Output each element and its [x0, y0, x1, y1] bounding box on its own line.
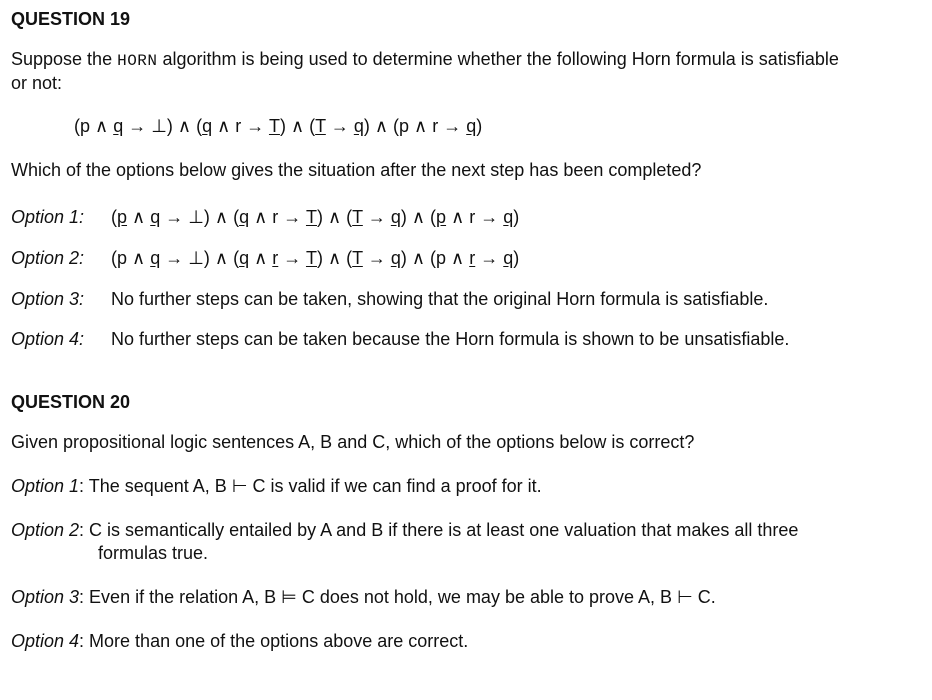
formula-marked-atom: q	[150, 207, 161, 227]
horn-algorithm-name: HORN	[117, 52, 158, 70]
formula-text: (	[346, 248, 353, 268]
formula-marked-atom: q	[390, 207, 401, 227]
formula-marked-atom: p	[117, 207, 128, 227]
q20-option-3-label: Option 3	[11, 587, 80, 607]
formula-marked-atom: q	[113, 116, 124, 136]
formula-text: )	[400, 207, 407, 227]
formula-text: )	[400, 248, 407, 268]
formula-text: →	[325, 116, 354, 136]
q20-option-4[interactable]	[11, 631, 468, 652]
formula-conjunction: ∧	[406, 207, 431, 227]
formula-marked-atom: T	[268, 116, 280, 136]
formula-marked-atom: q	[466, 116, 477, 136]
formula-text: →	[278, 248, 306, 268]
formula-text: (	[111, 207, 117, 227]
formula-conjunction: ∧	[406, 248, 431, 268]
formula-text: (	[233, 207, 240, 227]
formula-marked-atom: q	[503, 207, 514, 227]
formula-marked-atom: p	[436, 207, 447, 227]
q19-option-1-label[interactable]: Option 1:	[11, 207, 85, 227]
q19-option-2-label[interactable]: Option 2:	[11, 248, 85, 268]
intro-text-post: algorithm is being used to determine whether the following Horn formula is satisfiable	[157, 49, 839, 69]
formula-text: (p ∧	[430, 248, 470, 268]
q20-option-2-text-line2[interactable]: formulas true.	[98, 543, 209, 563]
formula-text: (p ∧	[74, 116, 114, 136]
formula-marked-atom: T	[352, 207, 363, 227]
q19-option-1-formula[interactable]	[111, 207, 519, 228]
formula-conjunction: ∧	[172, 116, 197, 136]
question-19-heading: QUESTION 19	[11, 9, 131, 29]
formula-marked-atom: q	[503, 248, 514, 268]
intro-text-pre: Suppose the	[11, 49, 118, 69]
formula-text: ∧ r →	[212, 116, 269, 136]
horn-formula	[74, 116, 482, 137]
q20-option-1[interactable]	[11, 476, 542, 497]
formula-text: )	[476, 116, 483, 136]
formula-text: → ⊥)	[123, 116, 173, 136]
q20-option-3-text: : Even if the relation A, B ⊨ C does not hold, we may be able to prove A, B ⊢ C.	[79, 587, 716, 607]
q19-option-4-text[interactable]: No further steps can be taken because the Horn formula is shown to be unsatisfiable.	[111, 329, 790, 349]
q20-option-2-label: Option 2	[11, 520, 80, 540]
formula-text: (	[309, 116, 316, 136]
formula-text: (	[196, 116, 203, 136]
formula-conjunction: ∧	[209, 248, 234, 268]
formula-text: )	[316, 248, 323, 268]
formula-conjunction: ∧	[285, 116, 310, 136]
formula-marked-atom: q	[239, 207, 250, 227]
formula-text: )	[316, 207, 323, 227]
formula-text: )	[513, 248, 520, 268]
formula-marked-atom: T	[305, 207, 317, 227]
q20-option-4-label: Option 4	[11, 631, 80, 651]
formula-marked-atom: q	[390, 248, 401, 268]
formula-marked-atom: T	[315, 116, 326, 136]
question-19-intro	[11, 49, 839, 70]
question-20-heading: QUESTION 20	[11, 392, 131, 412]
q19-option-3-label[interactable]: Option 3:	[11, 289, 85, 309]
formula-conjunction: ∧	[322, 207, 347, 227]
formula-marked-atom: q	[150, 248, 161, 268]
formula-marked-atom: q	[353, 116, 364, 136]
formula-conjunction: ∧	[209, 207, 234, 227]
question-19-intro-line2: or not:	[11, 73, 63, 93]
question-19-prompt: Which of the options below gives the situation after the next step has been completed?	[11, 160, 702, 180]
formula-text: → ⊥)	[160, 207, 210, 227]
question-20-prompt: Given propositional logic sentences A, B and C, which of the options below is correct?	[11, 432, 695, 452]
formula-text: (	[346, 207, 353, 227]
formula-text: (	[430, 207, 437, 227]
formula-marked-atom: q	[202, 116, 213, 136]
formula-text: ∧ r →	[446, 207, 504, 227]
q20-option-2-text: : C is semantically entailed by A and B if there is at least one valuation that makes all three	[79, 520, 799, 540]
q19-option-4-label[interactable]: Option 4:	[11, 329, 85, 349]
formula-marked-atom: T	[352, 248, 363, 268]
formula-marked-atom: r	[272, 248, 279, 268]
q19-option-3-text[interactable]: No further steps can be taken, showing that the original Horn formula is satisfiable.	[111, 289, 769, 309]
formula-marked-atom: q	[239, 248, 250, 268]
formula-marked-atom: r	[469, 248, 476, 268]
formula-text: ∧	[249, 248, 273, 268]
q19-option-2-formula[interactable]	[111, 248, 519, 269]
formula-text: →	[475, 248, 504, 268]
formula-text: (p ∧	[111, 248, 151, 268]
formula-text: ∧	[127, 207, 151, 227]
q20-option-4-text: : More than one of the options above are correct.	[79, 631, 469, 651]
q20-option-1-text: : The sequent A, B ⊢ C is valid if we can find a proof for it.	[79, 476, 542, 496]
formula-text: ∧ r →	[249, 207, 306, 227]
formula-text: →	[362, 248, 391, 268]
formula-text: →	[362, 207, 391, 227]
formula-text: )	[363, 116, 370, 136]
formula-text: )	[279, 116, 286, 136]
q20-option-3[interactable]	[11, 587, 716, 608]
formula-text: → ⊥)	[160, 248, 210, 268]
formula-text: (	[233, 248, 240, 268]
formula-conjunction: ∧	[322, 248, 347, 268]
formula-marked-atom: T	[305, 248, 317, 268]
formula-conjunction: ∧	[369, 116, 394, 136]
formula-text: )	[513, 207, 520, 227]
formula-text: (p ∧ r →	[393, 116, 467, 136]
q20-option-2[interactable]	[11, 520, 798, 541]
q20-option-1-label: Option 1	[11, 476, 80, 496]
